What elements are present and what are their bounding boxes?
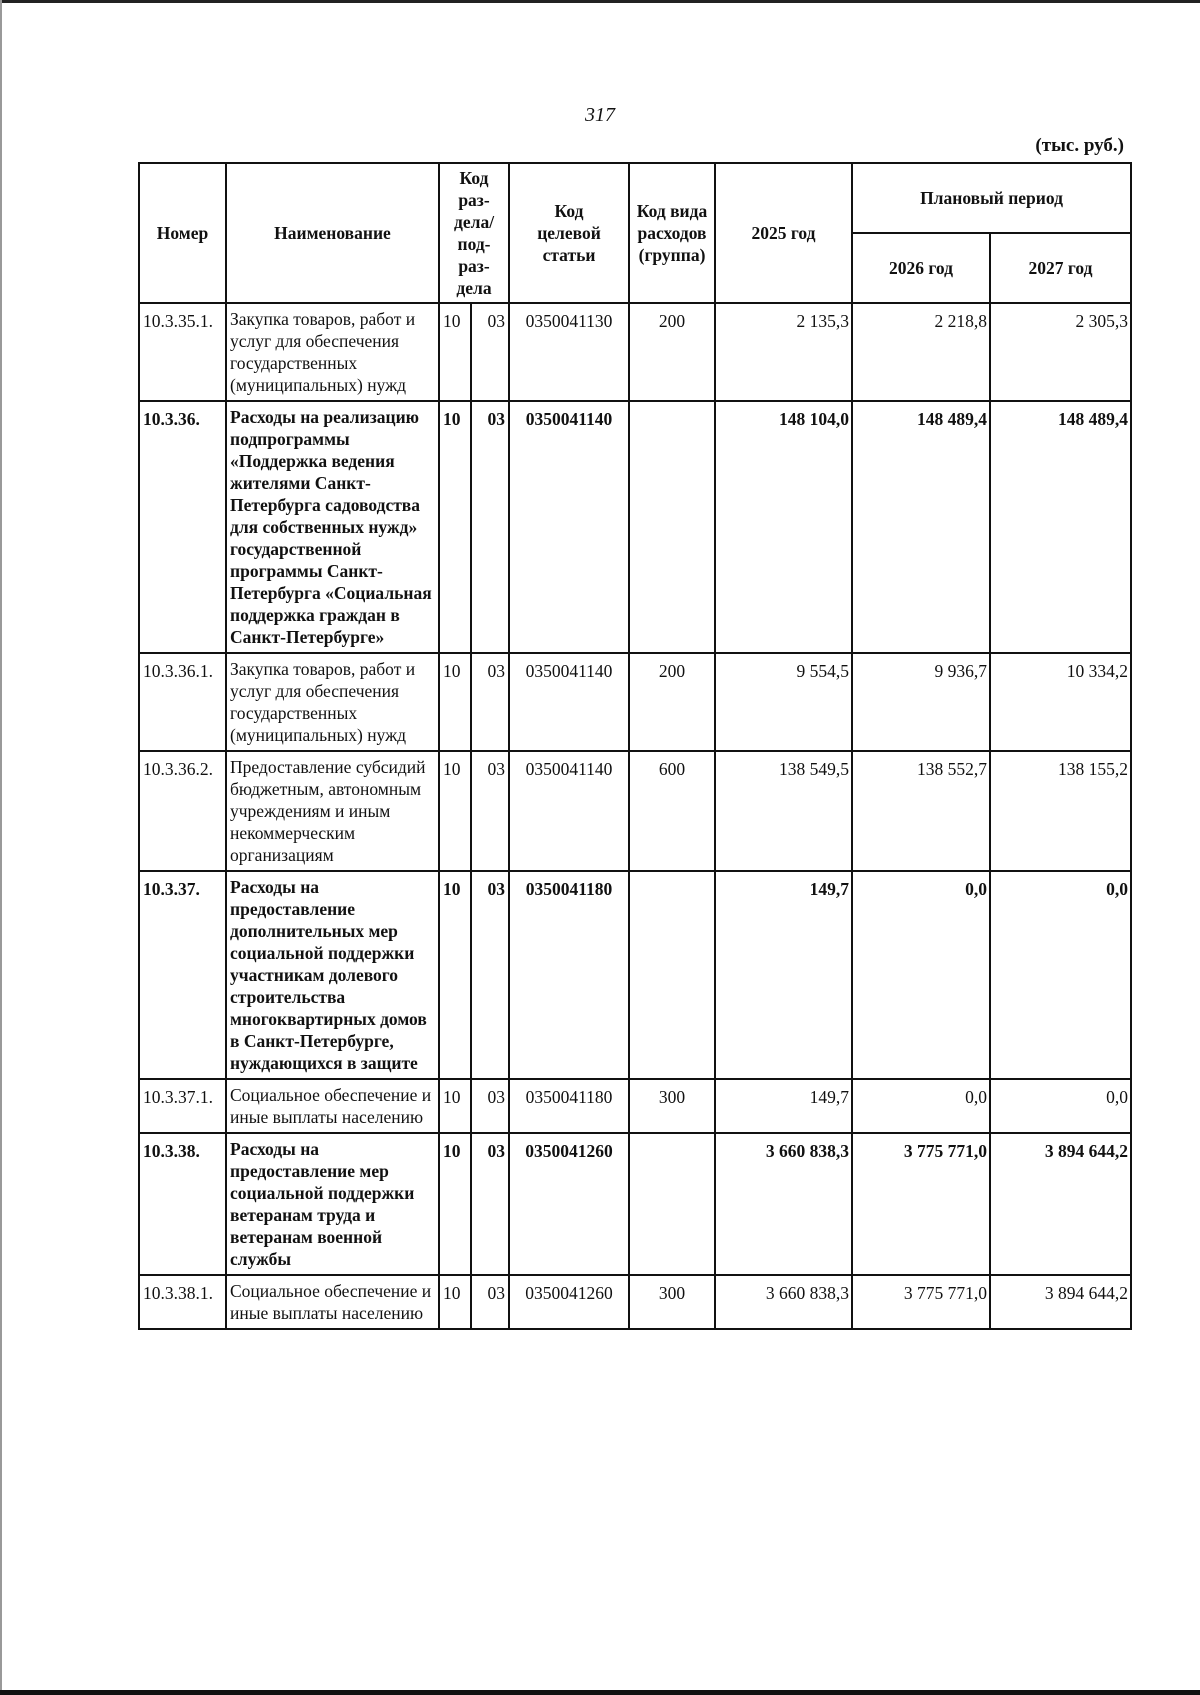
row-section: 10: [439, 1275, 471, 1329]
header-2025: 2025 год: [715, 163, 852, 303]
header-expense-type: Код вида расходов (группа): [629, 163, 715, 303]
row-2025: 149,7: [715, 871, 852, 1079]
row-2025: 138 549,5: [715, 751, 852, 871]
row-section: 10: [439, 1133, 471, 1275]
row-2026: 3 775 771,0: [852, 1133, 990, 1275]
row-2025: 9 554,5: [715, 653, 852, 751]
page-top-edge: [0, 0, 1200, 3]
row-2027: 0,0: [990, 871, 1131, 1079]
row-2025: 149,7: [715, 1079, 852, 1133]
row-name: Социальное обеспечение и иные выплаты населению: [226, 1275, 439, 1329]
row-2027: 3 894 644,2: [990, 1275, 1131, 1329]
row-name: Социальное обеспечение и иные выплаты населению: [226, 1079, 439, 1133]
row-name: Расходы на предоставление мер социальной поддержки ветеранам труда и ветеранам военной службы: [226, 1133, 439, 1275]
row-target: 0350041130: [509, 303, 629, 401]
row-number: 10.3.35.1.: [139, 303, 226, 401]
row-subsection: 03: [471, 1133, 509, 1275]
row-number: 10.3.36.: [139, 401, 226, 653]
row-2027: 3 894 644,2: [990, 1133, 1131, 1275]
table-row: [139, 303, 1131, 401]
table-body: [139, 303, 1131, 1329]
row-number: 10.3.38.: [139, 1133, 226, 1275]
row-subsection: 03: [471, 1275, 509, 1329]
row-name: Закупка товаров, работ и услуг для обеспечения государственных (муниципальных) нужд: [226, 303, 439, 401]
row-2026: 138 552,7: [852, 751, 990, 871]
row-number: 10.3.36.1.: [139, 653, 226, 751]
row-expense-type: [629, 401, 715, 653]
header-planning-period: Плановый период: [852, 163, 1131, 233]
table-header-row: [139, 163, 1131, 233]
row-number: 10.3.38.1.: [139, 1275, 226, 1329]
row-2027: 2 305,3: [990, 303, 1131, 401]
row-section: 10: [439, 751, 471, 871]
row-subsection: 03: [471, 303, 509, 401]
page-number: 317: [585, 104, 615, 126]
row-expense-type: 300: [629, 1079, 715, 1133]
row-section: 10: [439, 871, 471, 1079]
row-number: 10.3.37.1.: [139, 1079, 226, 1133]
header-target: Код целевой статьи: [509, 163, 629, 303]
row-2026: 0,0: [852, 871, 990, 1079]
row-number: 10.3.36.2.: [139, 751, 226, 871]
row-2027: 0,0: [990, 1079, 1131, 1133]
header-2027: 2027 год: [990, 233, 1131, 303]
table-row: [139, 1275, 1131, 1329]
page-bottom-edge: [0, 1690, 1200, 1695]
table-row: [139, 401, 1131, 653]
row-number: 10.3.37.: [139, 871, 226, 1079]
row-target: 0350041260: [509, 1275, 629, 1329]
table-row: [139, 871, 1131, 1079]
row-subsection: 03: [471, 751, 509, 871]
header-section: Код раз- дела/ под- раз- дела: [439, 163, 509, 303]
row-expense-type: [629, 871, 715, 1079]
row-2026: 9 936,7: [852, 653, 990, 751]
row-2025: 2 135,3: [715, 303, 852, 401]
table-row: [139, 653, 1131, 751]
budget-table: [138, 162, 1132, 1330]
row-target: 0350041180: [509, 871, 629, 1079]
row-section: 10: [439, 653, 471, 751]
row-section: 10: [439, 1079, 471, 1133]
row-expense-type: 200: [629, 303, 715, 401]
row-name: Закупка товаров, работ и услуг для обеспечения государственных (муниципальных) нужд: [226, 653, 439, 751]
row-2026: 2 218,8: [852, 303, 990, 401]
row-name: Расходы на реализацию подпрограммы «Поддержка ведения жителями Санкт-Петербурга садоводства для собственных нужд» государственной программы Санкт-Петербурга «Социальная поддержка граждан в Санкт-Петербурге»: [226, 401, 439, 653]
row-expense-type: 600: [629, 751, 715, 871]
row-subsection: 03: [471, 401, 509, 653]
row-name: Расходы на предоставление дополнительных мер социальной поддержки участникам долевого строительства многоквартирных домов в Санкт-Петербурге, нуждающихся в защите: [226, 871, 439, 1079]
row-target: 0350041140: [509, 401, 629, 653]
table-row: [139, 1133, 1131, 1275]
row-section: 10: [439, 401, 471, 653]
row-subsection: 03: [471, 653, 509, 751]
row-2026: 0,0: [852, 1079, 990, 1133]
row-2025: 3 660 838,3: [715, 1275, 852, 1329]
row-section: 10: [439, 303, 471, 401]
table-row: [139, 751, 1131, 871]
header-number: Номер: [139, 163, 226, 303]
row-2025: 148 104,0: [715, 401, 852, 653]
row-expense-type: [629, 1133, 715, 1275]
row-2026: 148 489,4: [852, 401, 990, 653]
row-expense-type: 300: [629, 1275, 715, 1329]
table-row: [139, 1079, 1131, 1133]
row-target: 0350041140: [509, 751, 629, 871]
row-target: 0350041260: [509, 1133, 629, 1275]
row-2027: 138 155,2: [990, 751, 1131, 871]
row-subsection: 03: [471, 871, 509, 1079]
row-2025: 3 660 838,3: [715, 1133, 852, 1275]
header-2026: 2026 год: [852, 233, 990, 303]
row-2027: 148 489,4: [990, 401, 1131, 653]
row-2026: 3 775 771,0: [852, 1275, 990, 1329]
row-expense-type: 200: [629, 653, 715, 751]
row-name: Предоставление субсидий бюджетным, автономным учреждениям и иным некоммерческим организациям: [226, 751, 439, 871]
row-2027: 10 334,2: [990, 653, 1131, 751]
row-target: 0350041180: [509, 1079, 629, 1133]
row-subsection: 03: [471, 1079, 509, 1133]
row-target: 0350041140: [509, 653, 629, 751]
page-left-edge: [0, 0, 2, 1695]
header-name: Наименование: [226, 163, 439, 303]
units-label: (тыс. руб.): [1035, 135, 1124, 156]
